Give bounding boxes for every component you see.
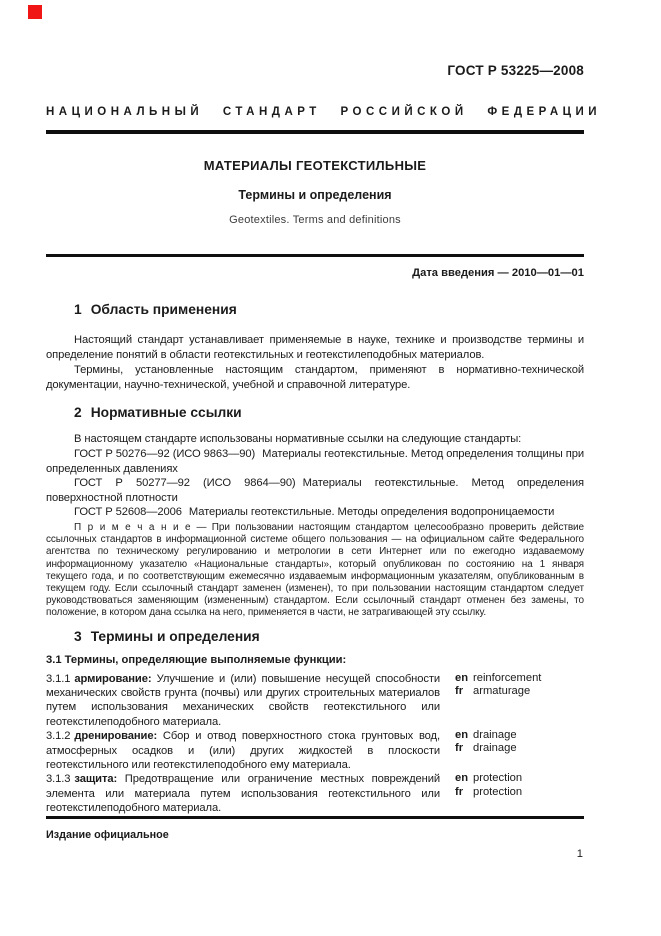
term-number: 3.1.3 [46, 773, 71, 786]
lang-value: drainage [473, 729, 517, 742]
page-number: 1 [576, 848, 583, 860]
lang-label: en [455, 729, 469, 742]
translation-fr [455, 685, 575, 698]
standard-code: ГОСТ Р 52608—2006 [74, 506, 182, 519]
standard-code: ГОСТ Р 50277—92 (ИСО 9864—90) [74, 477, 296, 490]
standard-code: ГОСТ Р 50276—92 (ИСО 9863—90) [74, 448, 256, 460]
section-title: Область применения [90, 302, 237, 317]
lang-value: drainage [473, 742, 517, 755]
lang-value: protection [473, 772, 523, 785]
lang-label: fr [455, 785, 464, 798]
section-number: 2 [74, 405, 82, 420]
section-number: 3 [74, 628, 82, 644]
document-subtitle-en: Geotextiles. Terms and definitions [229, 214, 401, 226]
note-text: — При пользовании настоящим стандартом целесообразно проверить действие ссылочных стандартов в информационной системе общего пользования — на официальном сайте Федерального агентства по техническому регулированию и метрологии в сети Интернет или по ежегодно издаваемому информационному указателю «Национальные стандарты», который опубликован по состоянию на 1 января текущего года, и по соответствующим ежемесячно издаваемым информационным указателям, опубликованным в текущем году. Если ссылочный стандарт заменен (изменен), то при пользовании настоящим стандартом следует руководствоваться заменяющим (измененным) стандартом. Если ссылочный стандарт отменен без замены, то положение, в котором дана ссылка на него, применяется в части, не затрагивающей эту ссылку. [46, 521, 584, 619]
federation-standard-line: НАЦИОНАЛЬНЫЙ СТАНДАРТ РОССИЙСКОЙ ФЕДЕРАЦИИ [46, 106, 602, 118]
section-1-heading [46, 301, 584, 318]
paragraph: Термины, установленные настоящим стандартом, применяют в нормативно-технической документации, научно-технической, учебной и справочной литературе. [46, 364, 584, 391]
translation-fr [455, 786, 575, 799]
term-text: Предотвращение или ограничение местных повреждений элемента или материала путем использования геотекстильного или геотекстилеподобного материала. [46, 773, 440, 815]
red-marker [28, 5, 42, 19]
term-entry [46, 772, 584, 815]
term-definition [46, 772, 440, 815]
term-definition [46, 672, 440, 730]
lang-value: reinforcement [473, 671, 542, 684]
title-divider [46, 254, 584, 257]
document-body [46, 301, 584, 816]
translation-fr [455, 742, 575, 755]
term-number: 3.1.2 [46, 730, 71, 743]
edition-note: Издание официальное [46, 829, 169, 841]
footer-divider [46, 816, 584, 819]
term-translations [455, 672, 575, 698]
reference-item [46, 476, 584, 505]
paragraph: В настоящем стандарте использованы нормативные ссылки на следующие стандарты: [74, 433, 522, 445]
term-translations [455, 729, 575, 755]
section-title: Нормативные ссылки [90, 405, 242, 420]
reference-item [46, 505, 584, 520]
section-number: 1 [74, 302, 82, 317]
term-number: 3.1.1 [46, 672, 71, 685]
translation-en [455, 772, 575, 785]
document-subtitle: Термины и определения [238, 188, 392, 202]
lang-label: en [455, 671, 469, 684]
document-title: МАТЕРИАЛЫ ГЕОТЕКСТИЛЬНЫЕ [203, 158, 427, 173]
lang-label: fr [455, 742, 464, 755]
standard-title: Материалы геотекстильные. Методы определения водопроницаемости [188, 506, 555, 519]
doc-number: ГОСТ Р 53225—2008 [447, 63, 584, 78]
term-translations [455, 772, 575, 798]
term-name: защита: [74, 773, 118, 786]
term-name: дренирование: [74, 730, 158, 743]
header-divider [46, 130, 584, 134]
reference-item [46, 447, 584, 476]
lang-label: fr [455, 684, 464, 697]
standard-title: Материалы геотекстильные. Метод определения толщины при определенных давлениях [46, 448, 584, 475]
translation-en [455, 672, 575, 685]
term-name: армирование: [74, 672, 152, 685]
standard-title: Материалы геотекстильные. Метод определения поверхностной плотности [46, 477, 584, 504]
term-text: Улучшение и (или) повышение несущей способности механических свойств грунта (почвы) или других строительных материалов путем использования механических свойств геотекстильного или геотекстилеподобного материала. [46, 672, 440, 728]
lang-value: armaturage [473, 684, 531, 697]
lang-value: protection [473, 785, 523, 798]
translation-en [455, 729, 575, 742]
section-title: Термины и определения [90, 628, 260, 644]
section-3-heading [46, 628, 584, 645]
note-label: П р и м е ч а н и е [74, 521, 192, 533]
paragraph: Настоящий стандарт устанавливает применяемые в науке, технике и производстве термины и определение понятий в области геотекстильных и геотекстилеподобных материалов. [46, 334, 584, 361]
term-text: Сбор и отвод поверхностного стока грунтовых вод, атмосферных осадков и (или) других жидкостей в плоскости геотекстильного или геотекстилеподобного ему материала. [46, 730, 440, 772]
lang-label: en [455, 772, 469, 785]
effective-date: Дата введения — 2010—01—01 [412, 267, 584, 279]
term-entry [46, 729, 584, 772]
section-2-heading [46, 404, 584, 421]
subsection-heading: 3.1 Термины, определяющие выполняемые функции: [46, 653, 347, 666]
note [46, 522, 584, 620]
term-entry [46, 672, 584, 730]
term-definition [46, 729, 440, 772]
